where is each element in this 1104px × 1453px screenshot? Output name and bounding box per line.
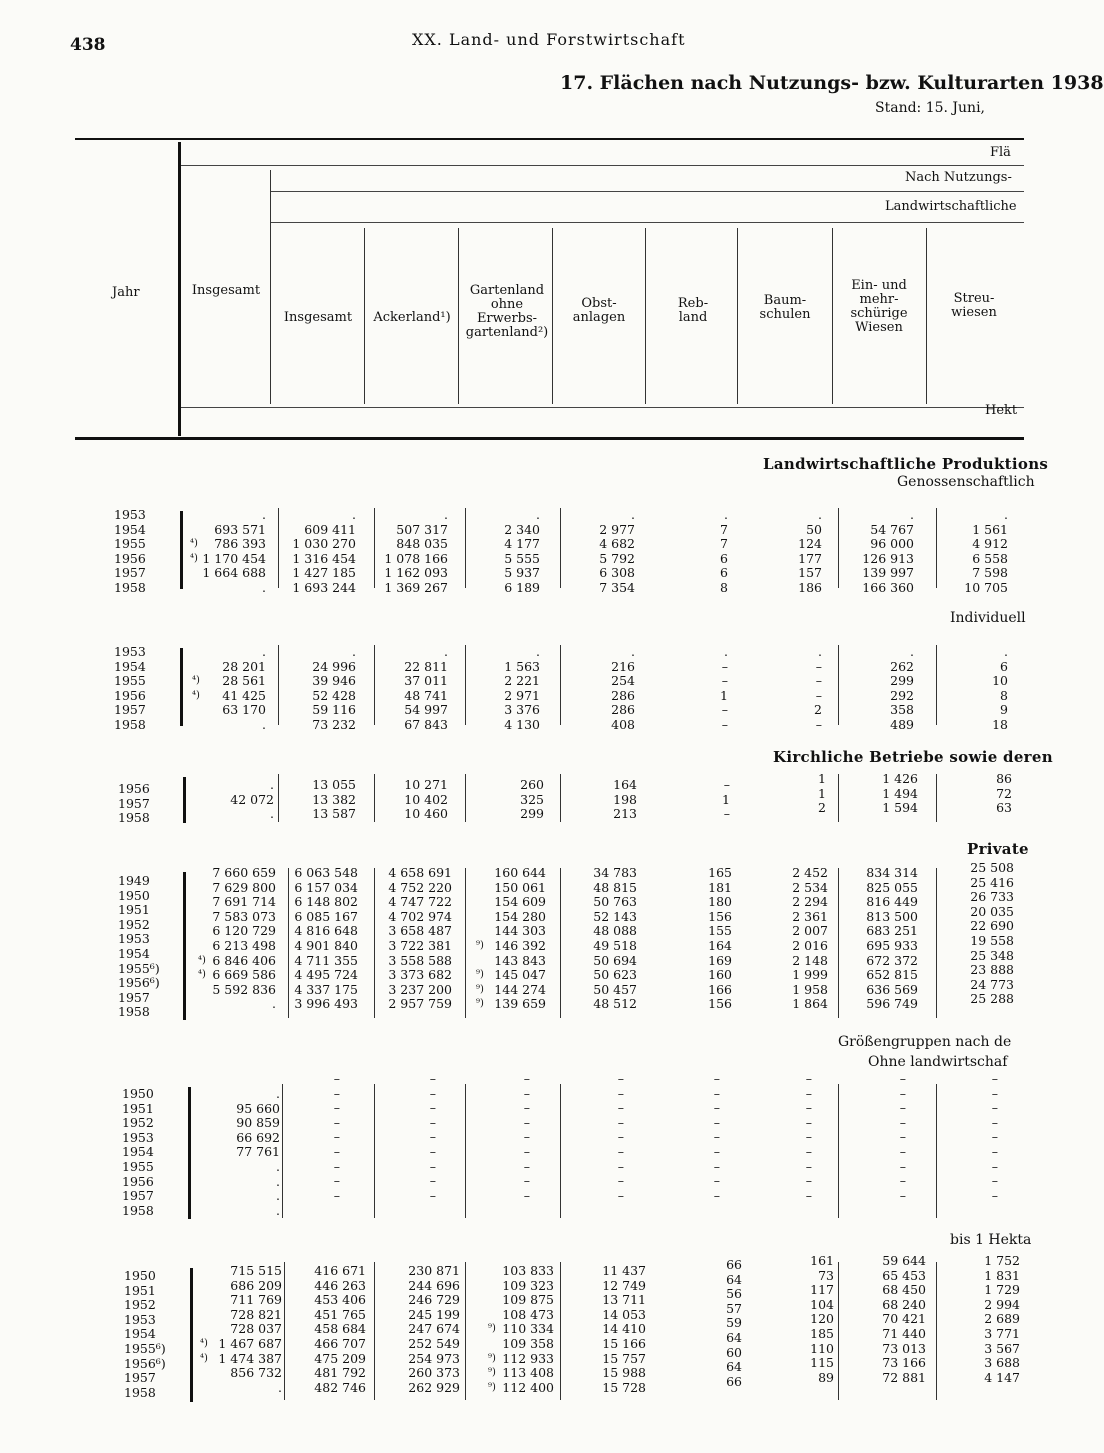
group-sub-ohne-lnf: Ohne landwirtschaf: [868, 1054, 1008, 1070]
values-ackerland: 4 658 691 4 752 220 4 747 722 4 702 974 3 658 487 3 722 381 3 558 588 3 373 682 3 237 200 2 957 759: [388, 865, 452, 1012]
values-baumschulen: 2 452 2 534 2 294 2 361 2 007 2 016 2 148 1 999 1 958 1 864: [792, 865, 828, 1012]
values-streuwiesen: . 1 561 4 912 6 558 7 598 10 705: [964, 507, 1008, 595]
col-unit-hektar: Hekt: [985, 403, 1018, 418]
values-insgesamt: 715 515 686 209 711 769 728 821 728 037 1 467 687 1 474 387 856 732 .: [218, 1263, 282, 1395]
values-ackerland: 10 271 10 402 10 460: [404, 777, 448, 822]
values-lw-insgesamt: 416 671 446 263 453 406 451 765 458 684 466 707 475 209 481 792 482 746: [314, 1263, 366, 1395]
col-obstanlagen: Obst- anlagen: [572, 296, 626, 325]
values-gartenland: 103 833 109 323 109 875 108 473 110 334 109 358 112 933 113 408 112 400: [502, 1263, 554, 1395]
notes: ⁴) ⁴): [190, 538, 198, 564]
notes: ⁴) ⁴): [200, 1337, 208, 1364]
values-wiesen: 834 314 825 055 816 449 813 500 683 251 695 933 672 372 652 815 636 569 596 749: [866, 865, 918, 1012]
values-streuwiesen: . 6 10 8 9 18: [992, 644, 1008, 732]
dashes-baumschulen: – – – – – – – – –: [805, 1071, 812, 1203]
values-baumschulen: . – – – 2 –: [814, 644, 822, 732]
years: 1949 1950 1951 1952 1953 1954 1955⁶) 1956⁶) 1957 1958: [118, 873, 160, 1020]
dashes-wiesen: – – – – – – – – –: [899, 1071, 906, 1203]
values-streuwiesen: 25 508 25 416 26 733 20 035 22 690 19 558 25 348 23 888 24 773 25 288: [970, 860, 1014, 1007]
col-insgesamt: Insgesamt: [191, 283, 261, 298]
values-baumschulen: 1 1 2: [818, 771, 826, 816]
col-lw-insgesamt: Insgesamt: [283, 310, 353, 325]
values-wiesen: 59 644 65 453 68 450 68 240 70 421 71 440 73 013 73 166 72 881: [882, 1253, 926, 1385]
dashes-lw-insgesamt: – – – – – – – – –: [333, 1071, 340, 1203]
values-insgesamt: . 42 072 .: [230, 777, 274, 822]
values-obstanlagen: 164 198 213: [613, 777, 637, 822]
values-gartenland: . 2 340 4 177 5 555 5 937 6 189: [504, 507, 540, 595]
values-lw-insgesamt: . 24 996 39 946 52 428 59 116 73 232: [312, 644, 356, 732]
col-flaeche: Flä: [990, 145, 1011, 160]
values-baumschulen: . 50 124 177 157 186: [798, 507, 822, 595]
dashes-ackerland: – – – – – – – – –: [429, 1071, 436, 1203]
notes: ⁴) ⁴): [192, 675, 200, 701]
values-ackerland: . 507 317 848 035 1 078 166 1 162 093 1 369 267: [384, 507, 448, 595]
col-streuwiesen: Streu- wiesen: [951, 291, 997, 320]
stand-date: Stand: 15. Juni,: [875, 100, 985, 116]
group-title-groessengruppen: Größengruppen nach de: [838, 1034, 1012, 1050]
values-streuwiesen: 1 752 1 831 1 729 2 994 2 689 3 771 3 567 3 688 4 147: [984, 1253, 1020, 1385]
table-title: 17. Flächen nach Nutzungs- bzw. Kulturarten 1938: [560, 72, 1104, 94]
values-insgesamt: . 693 571 786 393 1 170 454 1 664 688 .: [202, 507, 266, 595]
col-rebland: Reb- land: [677, 296, 709, 325]
col-gartenland: Gartenland ohne Erwerbs- gartenland²): [465, 283, 549, 340]
values-ackerland: . 22 811 37 011 48 741 54 997 67 843: [404, 644, 448, 732]
values-rebland: – 1 –: [722, 777, 730, 822]
values-lw-insgesamt: 6 063 548 6 157 034 6 148 802 6 085 167 4 816 648 4 901 840 4 711 355 4 495 724 4 337 175 3 996 493: [294, 865, 358, 1012]
values-obstanlagen: . 2 977 4 682 5 792 6 308 7 354: [599, 507, 635, 595]
values-rebland: 165 181 180 156 155 164 169 160 166 156: [708, 865, 732, 1012]
group-title-private: Private: [967, 840, 1029, 858]
header-divider: [178, 142, 181, 436]
header-top-rule: [75, 138, 1024, 140]
values-baumschulen: 161 73 117 104 120 185 110 115 89: [810, 1253, 834, 1385]
values-gartenland: 160 644 150 061 154 609 154 280 144 303 146 392 143 843 145 047 144 274 139 659: [494, 865, 546, 1012]
years: 1956 1957 1958: [118, 781, 150, 826]
values-rebland: . – – 1 – –: [720, 644, 728, 732]
dashes-rebland: – – – – – – – – –: [713, 1071, 720, 1203]
section-title: XX. Land- und Forstwirtschaft: [412, 30, 686, 49]
col-wiesen: Ein- und mehr- schürige Wiesen: [850, 278, 908, 335]
col-landwirtschaftliche: Landwirtschaftliche: [885, 199, 1017, 214]
values-wiesen: . 54 767 96 000 126 913 139 997 166 360: [862, 507, 914, 595]
notes-gartenland: ⁹) ⁹) ⁹) ⁹): [488, 1323, 496, 1393]
values-lw-insgesamt: . 609 411 1 030 270 1 316 454 1 427 185 1 693 244: [292, 507, 356, 595]
page-number: 438: [70, 35, 106, 55]
values-insgesamt: . 28 201 28 561 41 425 63 170 .: [222, 644, 266, 732]
col-ackerland: Ackerland¹): [373, 310, 451, 325]
values-wiesen: 1 426 1 494 1 594: [882, 771, 918, 816]
values-lw-insgesamt: 13 055 13 382 13 587: [312, 777, 356, 822]
group-sub-bis-1-ha: bis 1 Hekta: [950, 1232, 1032, 1248]
values-gartenland: . 1 563 2 221 2 971 3 376 4 130: [504, 644, 540, 732]
values-insgesamt: 7 660 659 7 629 800 7 691 714 7 583 073 6 120 729 6 213 498 6 846 406 6 669 586 5 592 836 .: [212, 865, 276, 1012]
dashes-gartenland: – – – – – – – – –: [523, 1071, 530, 1203]
years: 1953 1954 1955 1956 1957 1958: [114, 644, 146, 732]
values-ackerland: 230 871 244 696 246 729 245 199 247 674 252 549 254 973 260 373 262 929: [408, 1263, 460, 1395]
col-jahr: Jahr: [112, 285, 140, 300]
dashes-obstanlagen: – – – – – – – – –: [617, 1071, 624, 1203]
values-obstanlagen: 11 437 12 749 13 711 14 053 14 410 15 166 15 757 15 988 15 728: [602, 1263, 646, 1395]
values-obstanlagen: 34 783 48 815 50 763 52 143 48 088 49 518 50 694 50 623 50 457 48 512: [593, 865, 637, 1012]
notes-gartenland: ⁹) ⁹) ⁹) ⁹): [476, 939, 484, 1010]
values-rebland: 66 64 56 57 59 64 60 64 66: [726, 1257, 742, 1389]
values-insgesamt: . 95 660 90 859 66 692 77 761 . . . .: [236, 1086, 280, 1218]
group-title-lpg: Landwirtschaftliche Produktions: [763, 455, 1049, 473]
values-streuwiesen: 86 72 63: [996, 771, 1012, 816]
notes: ⁴) ⁴): [198, 954, 206, 981]
col-baumschulen: Baum- schulen: [759, 293, 811, 322]
values-obstanlagen: . 216 254 286 286 408: [611, 644, 635, 732]
col-nach-nutzungs: Nach Nutzungs-: [905, 170, 1012, 185]
group-sub-individuell: Individuell: [950, 610, 1026, 626]
header-bottom-rule: [75, 437, 1024, 440]
dashes-streuwiesen: – – – – – – – – –: [991, 1071, 998, 1203]
group-sub-genossenschaftlich: Genossenschaftlich: [897, 474, 1035, 490]
values-wiesen: . 262 299 292 358 489: [890, 644, 914, 732]
values-rebland: . 7 7 6 6 8: [720, 507, 728, 595]
years: 1950 1951 1952 1953 1954 1955 1956 1957 1958: [122, 1086, 154, 1218]
values-gartenland: 260 325 299: [520, 777, 544, 822]
group-title-kirchliche: Kirchliche Betriebe sowie deren: [773, 748, 1053, 766]
years: 1953 1954 1955 1956 1957 1958: [114, 507, 146, 595]
years: 1950 1951 1952 1953 1954 1955⁶) 1956⁶) 1957 1958: [124, 1268, 166, 1400]
